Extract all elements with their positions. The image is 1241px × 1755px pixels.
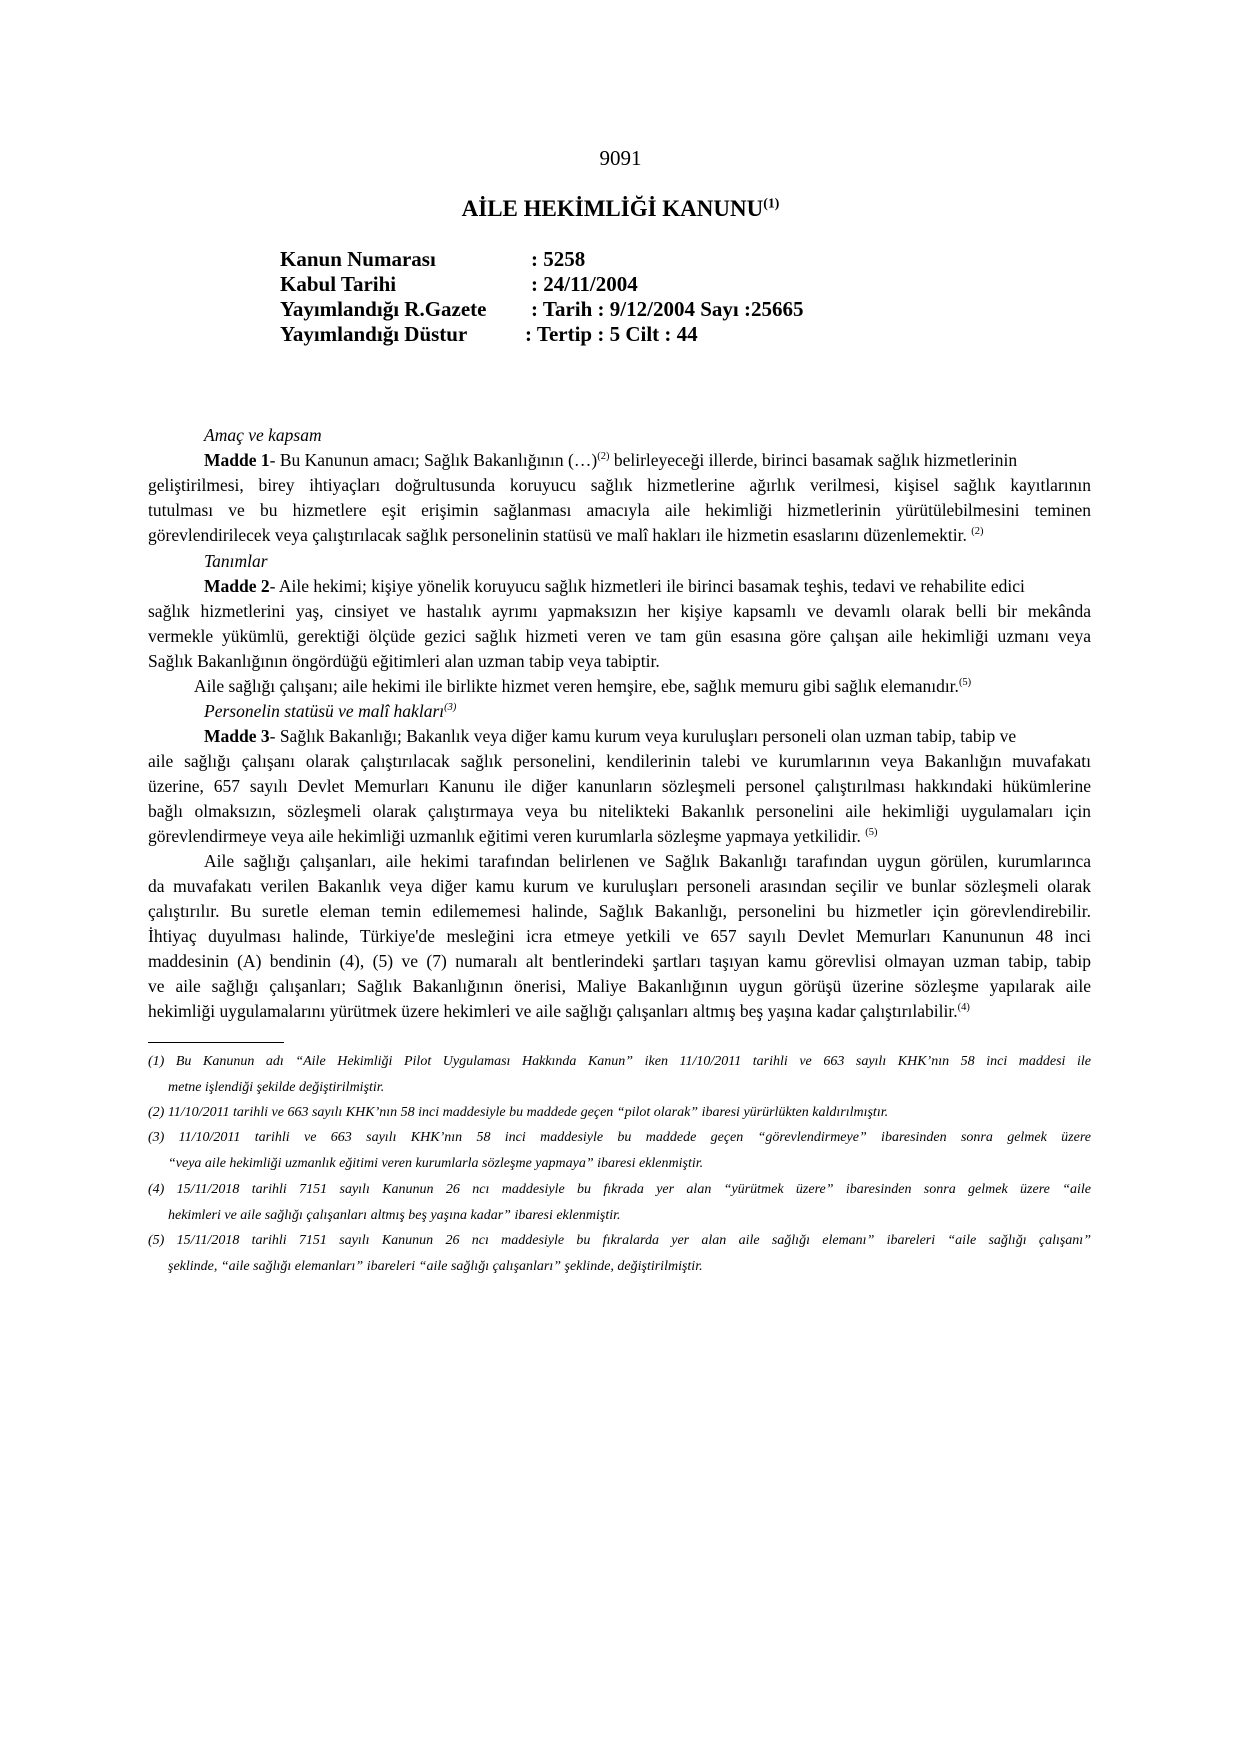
article-line: aile sağlığı çalışanı olarak çalıştırılacak sağlık personelini, kendilerinin talebi ve kurumlarının veya Bakanlığın muvafakatı: [148, 751, 1091, 771]
meta-value: : Tertip : 5 Cilt : 44: [525, 322, 698, 346]
footnote-ref: (5): [958, 677, 972, 689]
footnote-line: metne işlendiği şekilde değiştirilmiştir.: [168, 1080, 385, 1095]
footnote-line: şeklinde, “aile sağlığı elemanları” ibareleri “aile sağlığı çalışanları” şeklinde, değiştirilmiştir.: [168, 1259, 703, 1274]
law-title-text: AİLE HEKİMLİĞİ KANUNU: [461, 196, 764, 221]
section-heading: Tanımlar: [204, 551, 268, 571]
article-number: Madde 2: [204, 576, 270, 596]
footnote-ref: (3): [444, 702, 457, 714]
paragraph-line: da muvafakatı verilen Bakanlık veya diğer kamu kurum ve kuruluşları personeli arasından seçilir ve bunlar sözleşmeli olarak: [148, 876, 1091, 896]
article-line: geliştirilmesi, birey ihtiyaçları doğrultusunda koruyucu sağlık hizmetlerine ağırlık verilmesi, kişisel sağlık kayıtlarının: [148, 475, 1091, 495]
footnote-line: “veya aile hekimliği uzmanlık eğitimi veren kurumlarla sözleşme yapmaya” ibaresi eklenmiştir.: [168, 1156, 704, 1171]
paragraph-line: ve aile sağlığı çalışanları; Sağlık Bakanlığının önerisi, Maliye Bakanlığının uygun görüşü üzerine sözleşme yapılarak aile: [148, 976, 1091, 996]
article-line: Sağlık Bakanlığının öngördüğü eğitimleri alan uzman tabip veya tabiptir.: [148, 651, 660, 671]
article-text: - Sağlık Bakanlığı; Bakanlık veya diğer kamu kurum veya kuruluşları personeli olan uzman tabip, tabip ve: [269, 726, 1017, 746]
article-number: Madde 3: [204, 726, 270, 746]
paragraph-line: Aile sağlığı çalışanları, aile hekimi tarafından belirlenen ve Sağlık Bakanlığı tarafından uygun görülen, kurumlarınca: [204, 851, 1091, 871]
article-line: tutulması ve bu hizmetlere eşit erişimin sağlanması amacıyla aile hekimliği hizmetlerinin yürütülebilmesini teminen: [148, 500, 1091, 520]
article-line: [204, 728, 1016, 746]
article-text: görevlendirilecek veya çalıştırılacak sağlık personelinin statüsü ve malî hakları ile hizmetin esaslarını düzenlemektir.: [148, 525, 967, 545]
meta-label: Kabul Tarihi: [280, 272, 397, 296]
meta-label: Yayımlandığı Düstur: [280, 322, 468, 346]
article-line: üzerine, 657 sayılı Devlet Memurları Kanunu ile diğer kanunların sözleşmeli personel çalıştırılması hakkındaki hükümlerine: [148, 776, 1091, 796]
article-number: Madde 1: [204, 450, 270, 470]
section-heading: Amaç ve kapsam: [204, 425, 322, 445]
paragraph-line: İhtiyaç duyulması halinde, Türkiye'de mesleğini icra etmeye yetkili ve 657 sayılı Devlet Memurları Kanununun 48 inci: [148, 926, 1091, 946]
article-line: sağlık hizmetlerini yaş, cinsiyet ve hastalık ayrımı yapmaksızın her kişiye kapsamlı ve devamlı olarak belli bir mekânda: [148, 601, 1091, 621]
footnote-ref: (2): [597, 451, 610, 463]
article-text: Aile sağlığı çalışanı; aile hekimi ile birlikte hizmet veren hemşire, ebe, sağlık memuru gibi sağlık elemanıdır.: [194, 676, 959, 696]
footnote-line: (4) 15/11/2018 tarihli 7151 sayılı Kanunun 26 ncı maddesiyle bu fıkrada yer alan “yürütmek üzere” ibaresinden sonra gelmek üzere “aile: [148, 1182, 1091, 1197]
section-heading: [204, 703, 456, 721]
article-line: bağlı olmaksızın, sözleşmeli olarak çalıştırmaya veya bu nitelikteki Bakanlık personelini aile hekimliği uygulamaları için: [148, 801, 1091, 821]
article-line: [204, 578, 1025, 596]
footnote-divider: [148, 1042, 284, 1043]
article-text: - Aile hekimi; kişiye yönelik koruyucu sağlık hizmetleri ile birinci basamak teşhis, tedavi ve rehabilite edici: [269, 576, 1025, 596]
meta-value: : 5258: [531, 247, 586, 271]
meta-value: : 24/11/2004: [531, 272, 638, 296]
footnote-ref: (4): [957, 1002, 970, 1014]
footnote-line: (1) Bu Kanunun adı “Aile Hekimliği Pilot Uygulaması Hakkında Kanun” iken 11/10/2011 tarihli ve 663 sayılı KHK’nın 58 inci maddesi ile: [148, 1054, 1091, 1069]
footnote-line: hekimleri ve aile sağlığı çalışanları altmış beş yaşına kadar” ibaresi eklenmiştir.: [168, 1208, 621, 1223]
article-line: vermekle yükümlü, gerektiği ölçüde gezici sağlık hizmeti veren ve tam gün esasına göre çalışan aile hekimliği uzmanı veya: [148, 626, 1091, 646]
article-line: [148, 828, 878, 846]
article-text: görevlendirmeye veya aile hekimliği uzmanlık eğitimi veren kurumlarla sözleşme yapmaya yetkilidir.: [148, 826, 861, 846]
article-line: [204, 452, 1017, 470]
footnote-line: (5) 15/11/2018 tarihli 7151 sayılı Kanunun 26 ncı maddesiyle bu fıkralarda yer alan aile sağlığı elemanı” ibareleri “aile sağlığı çalışanı”: [148, 1233, 1091, 1248]
footnote-line: (2) 11/10/2011 tarihli ve 663 sayılı KHK’nın 58 inci maddesiyle bu maddede geçen “pilot olarak” ibaresi yürürlükten kaldırılmıştır.: [148, 1105, 889, 1120]
meta-value: : Tarih : 9/12/2004 Sayı :25665: [531, 297, 804, 321]
title-footnote-ref: (1): [763, 195, 780, 211]
paragraph-line: [148, 1003, 970, 1021]
footnote-ref: (2): [971, 526, 984, 538]
paragraph-line: maddesinin (A) bendinin (4), (5) ve (7) numaralı alt bentlerindeki şartları taşıyan kamu görevlisi olmayan uzman tabip, tabip: [148, 951, 1091, 971]
paragraph-text: hekimliği uygulamalarını yürütmek üzere hekimleri ve aile sağlığı çalışanları altmış beş yaşına kadar çalıştırılabilir.: [148, 1001, 958, 1021]
meta-label: Yayımlandığı R.Gazete: [280, 297, 487, 321]
footnote-ref: (5): [865, 827, 878, 839]
article-text: - Bu Kanunun amacı; Sağlık Bakanlığının (…): [269, 450, 598, 470]
law-title: [0, 197, 1241, 220]
page-number: 9091: [599, 146, 642, 170]
article-line: [148, 527, 983, 545]
meta-label: Kanun Numarası: [280, 247, 436, 271]
article-line: [194, 678, 971, 696]
section-heading-text: Personelin statüsü ve malî hakları: [204, 701, 445, 721]
footnote-line: (3) 11/10/2011 tarihli ve 663 sayılı KHK’nın 58 inci maddesiyle bu maddede geçen “görevlendirmeye” ibaresinden sonra gelmek üzere: [148, 1130, 1091, 1145]
paragraph-line: çalıştırılır. Bu suretle eleman temin edilememesi halinde, Sağlık Bakanlığı, personelini bu hizmetler için görevlendirebilir.: [148, 901, 1091, 921]
article-text: belirleyeceği illerde, birinci basamak sağlık hizmetlerinin: [609, 450, 1018, 470]
